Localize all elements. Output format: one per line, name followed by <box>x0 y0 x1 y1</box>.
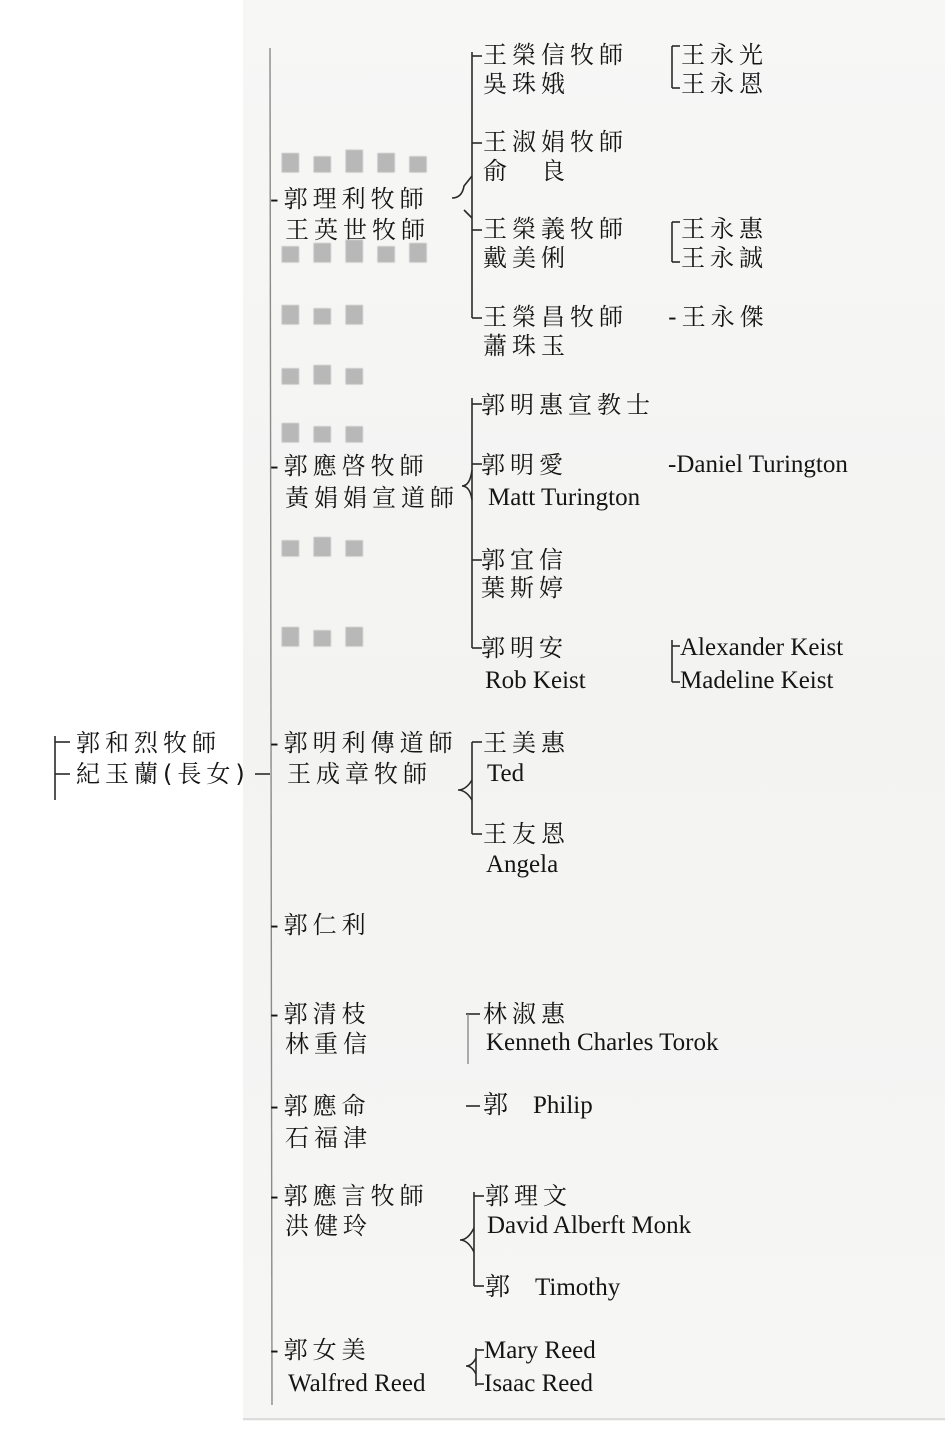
grandchild-name: 郭理文 <box>485 1182 572 1210</box>
child-7-name: -郭應言牧師 <box>270 1182 429 1210</box>
child-1-spouse: 王英世牧師 <box>285 216 430 244</box>
grandchild-name: 郭明安 <box>481 634 568 662</box>
child-3-name: -郭明利傳道師 <box>270 729 458 757</box>
great-grandchild: -Daniel Turington <box>668 451 848 478</box>
grandchild-name: 王榮信牧師 <box>483 41 628 69</box>
bleed-through-mark: ▆ ▅ ▆ <box>282 622 367 647</box>
grandchild-name: 郭 Timothy <box>485 1274 621 1301</box>
grandchild-name: 林淑惠 <box>483 1000 570 1028</box>
grandchild-spouse: Kenneth Charles Torok <box>486 1029 719 1056</box>
bleed-through-mark: ▆ ▅ ▇ ▆ ▅ <box>282 148 431 173</box>
root-father: 郭和烈牧師 <box>76 729 221 757</box>
grandchild-spouse: 葉斯婷 <box>481 574 568 602</box>
grandchild-name: 郭宜信 <box>481 546 568 574</box>
child-2-name: -郭應啓牧師 <box>270 452 429 480</box>
grandchild-spouse: 戴美俐 <box>483 244 570 272</box>
grandchild-spouse: David Alberft Monk <box>487 1212 692 1239</box>
great-grandchild: Madeline Keist <box>680 667 834 694</box>
child-1-brace <box>452 176 472 218</box>
grandchild-spouse: Ted <box>487 760 525 787</box>
child-4-name: -郭仁利 <box>270 911 371 939</box>
grandchild-name: 王美惠 <box>483 729 570 757</box>
great-grandchild: -王永傑 <box>668 303 769 331</box>
child-8-brace <box>466 1358 476 1374</box>
great-grandchild: 王永恩 <box>681 70 768 98</box>
bleed-through-mark: ▆ ▅ ▅ <box>282 418 367 443</box>
root-mother: 紀玉蘭(長女) <box>76 760 250 788</box>
child-7-brace <box>460 1228 474 1252</box>
great-grandchild: Alexander Keist <box>680 634 844 661</box>
child-8-spouse: Walfred Reed <box>288 1370 426 1397</box>
grandchild-name: Isaac Reed <box>484 1370 593 1397</box>
child-3-spouse: 王成章牧師 <box>287 760 432 788</box>
grandchild-name: 王榮義牧師 <box>483 215 628 243</box>
child-2-spouse: 黃娟娟宣道師 <box>285 484 459 512</box>
child-2-brace <box>462 470 472 500</box>
great-grandchild: 王永惠 <box>681 215 768 243</box>
grandchild-spouse: 蕭珠玉 <box>483 332 570 360</box>
great-grandchild: 王永誠 <box>681 244 768 272</box>
grandchild-name: 郭明惠宣教士 <box>481 391 655 419</box>
grandchild-spouse: Matt Turington <box>488 484 641 511</box>
child-8-name: -郭女美 <box>270 1336 371 1364</box>
grandchild-name: 王淑娟牧師 <box>483 128 628 156</box>
grandchild-name: 王友恩 <box>483 820 570 848</box>
bleed-through-mark: ▅ ▆ ▅ <box>282 532 367 557</box>
child-6-name: -郭應命 <box>270 1092 371 1120</box>
grandchild-name: 王榮昌牧師 <box>483 303 628 331</box>
grandchild-name: 郭 Philip <box>483 1092 593 1119</box>
bleed-through-mark: ▆ ▅ ▆ <box>282 300 367 325</box>
child-7-spouse: 洪健玲 <box>285 1212 372 1240</box>
child-6-spouse: 石福津 <box>285 1124 372 1152</box>
child-5-name: -郭清枝 <box>270 1000 371 1028</box>
child-3-brace <box>458 780 472 800</box>
child-1-name: -郭理利牧師 <box>270 185 429 213</box>
grandchild-spouse: 吳珠娥 <box>483 70 570 98</box>
grandchild-name: Mary Reed <box>484 1337 596 1364</box>
grandchild-spouse: Angela <box>486 851 559 878</box>
grandchild-name: 郭明愛 <box>481 451 568 479</box>
grandchild-spouse: Rob Keist <box>485 667 586 694</box>
bleed-through-mark: ▅ ▆ ▅ <box>282 360 367 385</box>
child-5-spouse: 林重信 <box>285 1030 372 1058</box>
great-grandchild: 王永光 <box>681 41 768 69</box>
grandchild-spouse: 俞 良 <box>483 157 570 185</box>
bleed-through-mark: ▅ ▆ ▇ ▅ ▆ <box>282 238 431 263</box>
